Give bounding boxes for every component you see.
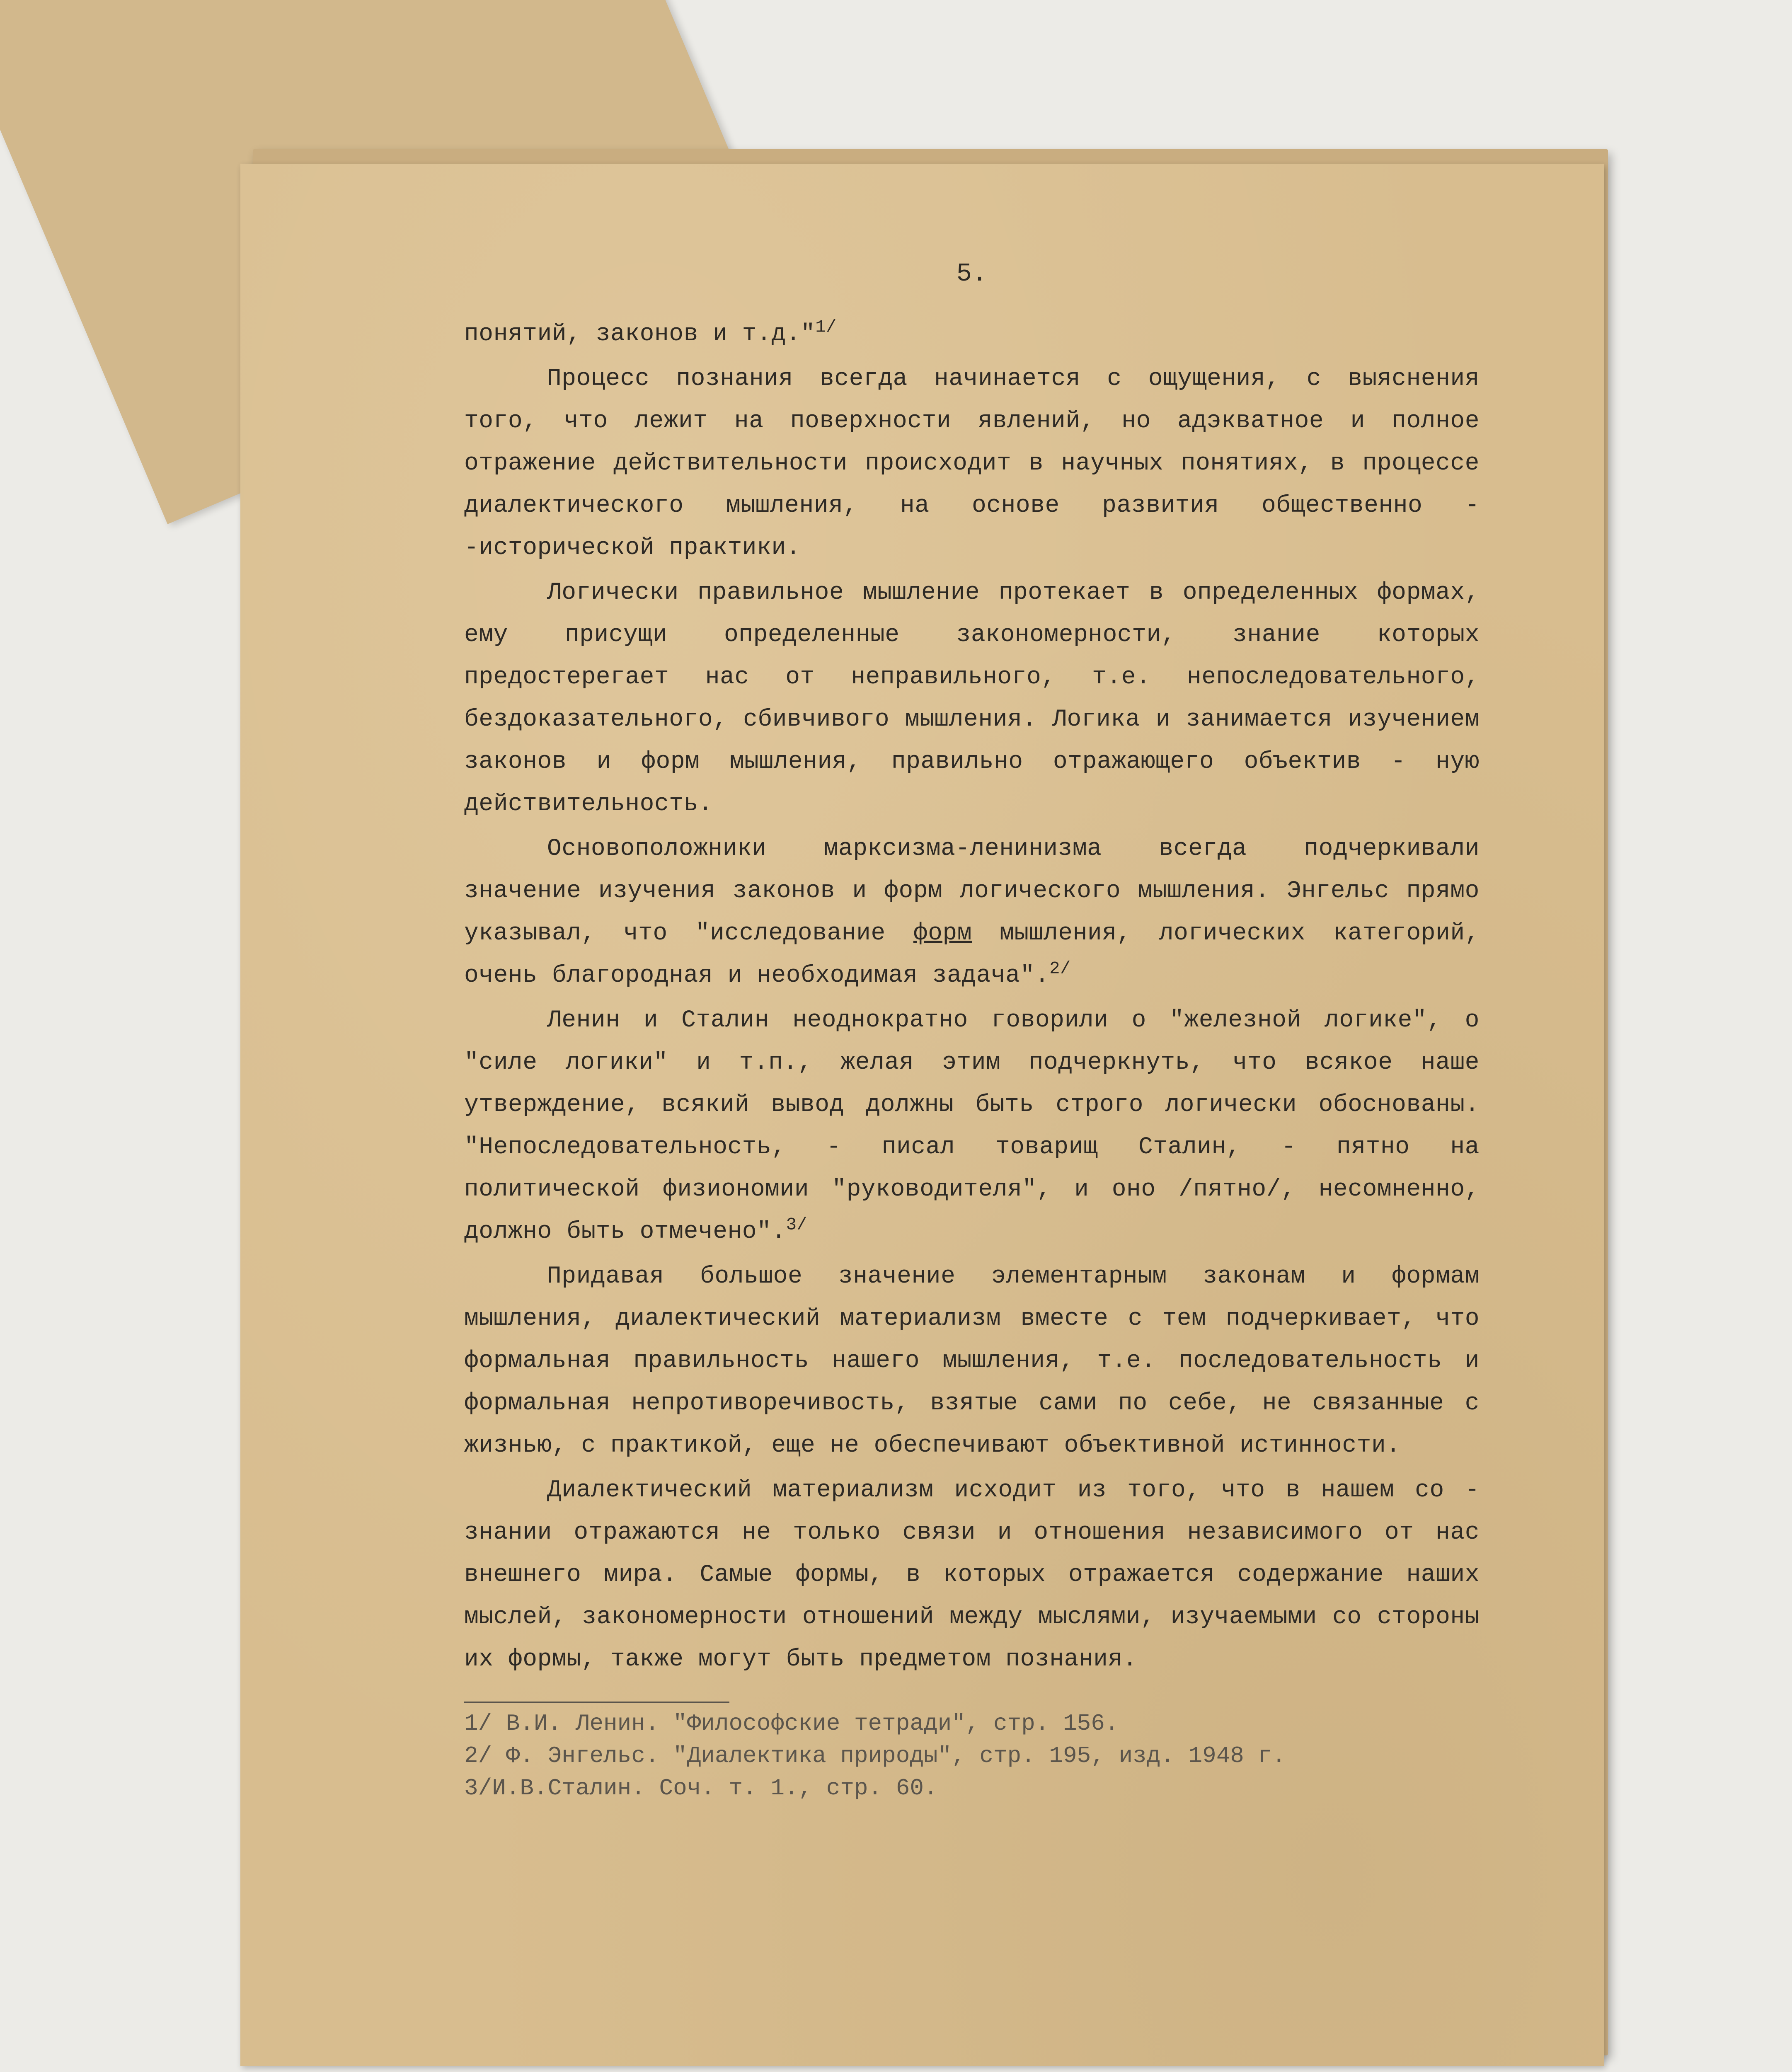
page-number: 5. [956, 259, 988, 288]
underlined-word: форм [913, 920, 972, 947]
paragraph-4-text-before: Основоположники марксизма-ленинизма всегда подчеркивали значение изучения законов и форм логического мышления. Энгельс прямо указывал, что "исследование [464, 835, 1480, 947]
paragraph-1-text: понятий, законов и т.д." [464, 321, 816, 348]
paragraph-3: Логически правильное мышление протекает в определенных формах, ему присущи определенные закономерности, знание которых предостерегает нас от неправильного, т.е. непоследовательного, бездоказательного, сбивчивого мышления. Логика и занимается изучением законов и форм мышления, правильно отражающего объектив - ную действительность. [464, 579, 1480, 818]
paragraph-5-text: Ленин и Сталин неоднократно говорили о "железной логике", о "силе логики" и т.п., желая этим подчеркнуть, что всякое наше утверждение, всякий вывод должны быть строго логически обоснованы. "Непоследовательность, - писал товарищ Сталин, - пятно на политической физиономии "руководителя", и оно /пятно/, несомненно, должно быть отмечено". [464, 1007, 1480, 1245]
footnote-ref-2: 2/ [1049, 959, 1071, 979]
footnote-divider [464, 1702, 729, 1703]
paragraph-4-text-after: мышления, логических категорий, очень благородная и необходимая задача". [464, 920, 1480, 989]
footnote-ref-1: 1/ [815, 317, 837, 337]
footnote-3: 3/И.В.Сталин. Соч. т. 1., стр. 60. [464, 1775, 938, 1801]
footnote-2: 2/ Ф. Энгельс. "Диалектика природы", стр. 195, изд. 1948 г. [464, 1743, 1286, 1769]
footnotes [464, 1702, 1480, 1804]
document-page [240, 164, 1604, 2066]
footnote-1: 1/ В.И. Ленин. "Философские тетради", стр. 156. [464, 1710, 1119, 1737]
paragraph-2: Процесс познания всегда начинается с ощущения, с выяснения того, что лежит на поверхности явлений, но адэкватное и полное отражение действительности происходит в научных понятиях, в процессе диалектического мышления, на основе развития общественно - -исторической практики. [464, 366, 1480, 562]
paragraph-7: Диалектический материализм исходит из того, что в нашем со - знании отражаются не только связи и отношения независимого от нас внешнего мира. Самые формы, в которых отражается содержание наших мыслей, закономерности отношений между мыслями, изучаемыми со стороны их формы, также могут быть предметом познания. [464, 1477, 1480, 1673]
paragraph-5 [464, 1000, 1480, 1253]
paragraph-1 [464, 313, 1480, 356]
paragraph-6: Придавая большое значение элементарным законам и формам мышления, диалектический материализм вместе с тем подчеркивает, что формальная правильность нашего мышления, т.е. последовательность и формальная непротиворечивость, взятые сами по себе, не связанные с жизнью, с практикой, еще не обеспечивают объективной истинности. [464, 1263, 1480, 1459]
paragraph-4 [464, 828, 1480, 997]
footnote-ref-3: 3/ [786, 1215, 808, 1235]
